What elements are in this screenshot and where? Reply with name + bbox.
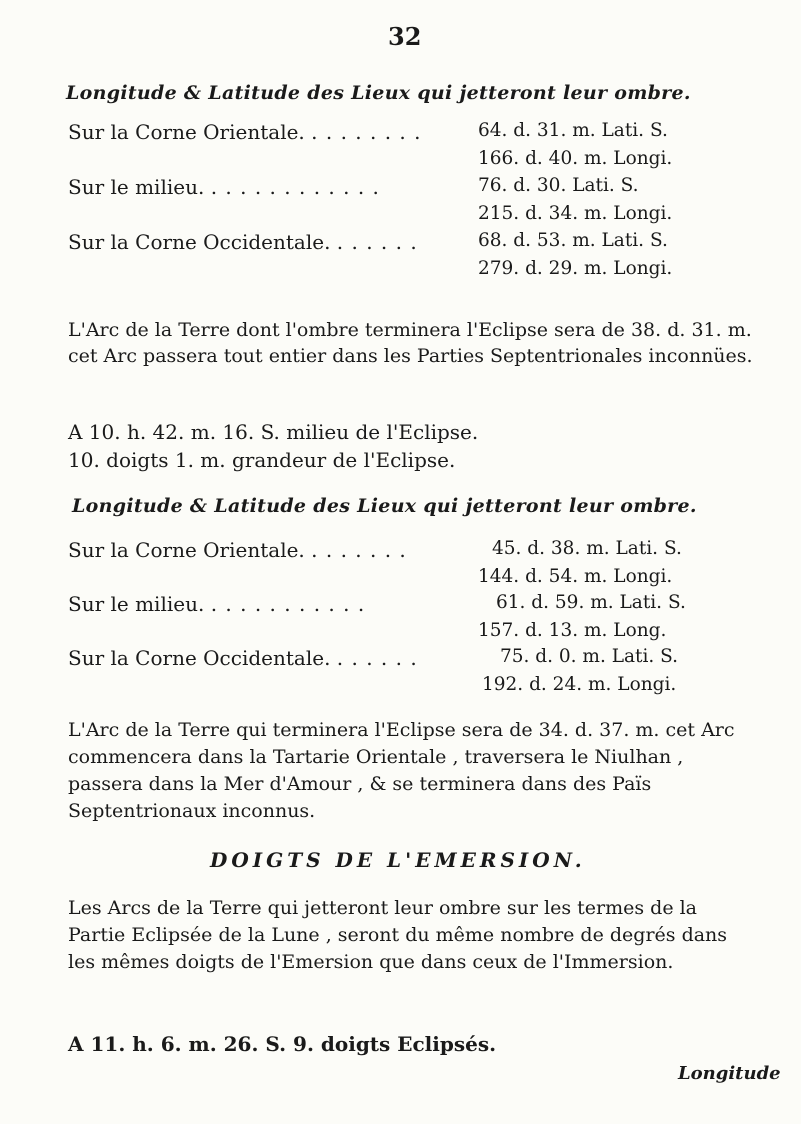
s2-row3-place — [68, 646, 418, 670]
place-name: Sur la Corne Orientale. — [68, 120, 305, 144]
place-name: Sur la Corne Orientale. — [68, 538, 305, 562]
catchword: Longitude — [678, 1063, 781, 1084]
s1-row3-place — [68, 230, 418, 254]
s1-row2-lat: 76. d. 30. Lati. S. — [478, 175, 639, 196]
s1-row2-long: 215. d. 34. m. Longi. — [478, 203, 673, 224]
dot-leader: . . . . . . — [336, 646, 418, 670]
dot-leader: . . . . . . . — [311, 538, 407, 562]
section1-paragraph: L'Arc de la Terre dont l'ombre terminera l'Eclipse sera de 38. d. 31. m. cet Arc passera tout entier dans les Parties Septentrionales inconnües. — [68, 319, 753, 367]
place-name: Sur la Corne Occidentale. — [68, 230, 331, 254]
s1-row2-place — [68, 175, 380, 199]
s2-row1-long: 144. d. 54. m. Longi. — [478, 566, 673, 587]
s3-time-line: A 11. h. 6. m. 26. S. 9. doigts Eclipsés. — [68, 1032, 497, 1056]
dot-leader: . . . . . . . . — [311, 120, 422, 144]
s1-row3-lat: 68. d. 53. m. Lati. S. — [478, 230, 668, 251]
page-number: 32 — [388, 22, 422, 51]
section2-paragraph: L'Arc de la Terre qui terminera l'Eclipse sera de 34. d. 37. m. cet Arc commencera dans la Tartarie Orientale , traversera le Niulhan , passera dans la Mer d'Amour , & se terminera dans des Païs Septentrionaux inconnus. — [68, 719, 735, 822]
dot-leader: . . . . . . . . . . . — [210, 592, 366, 616]
s2-time-line: A 10. h. 42. m. 16. S. milieu de l'Eclipse. — [68, 420, 479, 444]
place-name: Sur la Corne Occidentale. — [68, 646, 331, 670]
emersion-heading: DOIGTS DE L'EMERSION. — [210, 848, 586, 872]
s2-row2-place — [68, 592, 365, 616]
s1-row1-place — [68, 120, 422, 144]
s1-row1-long: 166. d. 40. m. Longi. — [478, 148, 673, 169]
place-name: Sur le milieu. — [68, 175, 205, 199]
s1-row1-lat: 64. d. 31. m. Lati. S. — [478, 120, 668, 141]
dot-leader: . . . . . . . . . . . . — [210, 175, 380, 199]
place-name: Sur le milieu. — [68, 592, 205, 616]
s2-row2-long: 157. d. 13. m. Long. — [478, 620, 667, 641]
s2-row3-long: 192. d. 24. m. Longi. — [482, 674, 677, 695]
s2-magnitude-line: 10. doigts 1. m. grandeur de l'Eclipse. — [68, 448, 456, 472]
section1-title: Longitude & Latitude des Lieux qui jetteront leur ombre. — [66, 82, 691, 104]
section2-title: Longitude & Latitude des Lieux qui jetteront leur ombre. — [72, 495, 697, 517]
s2-row1-place — [68, 538, 407, 562]
s2-row1-lat: 45. d. 38. m. Lati. S. — [492, 538, 682, 559]
s1-row3-long: 279. d. 29. m. Longi. — [478, 258, 673, 279]
section3-paragraph: Les Arcs de la Terre qui jetteront leur ombre sur les termes de la Partie Eclipsée de la Lune , seront du même nombre de degrés dans les mêmes doigts de l'Emersion que dans ceux de l'Immersion. — [68, 897, 728, 973]
s2-row2-lat: 61. d. 59. m. Lati. S. — [496, 592, 686, 613]
dot-leader: . . . . . . — [336, 230, 418, 254]
s2-row3-lat: 75. d. 0. m. Lati. S. — [500, 646, 679, 667]
